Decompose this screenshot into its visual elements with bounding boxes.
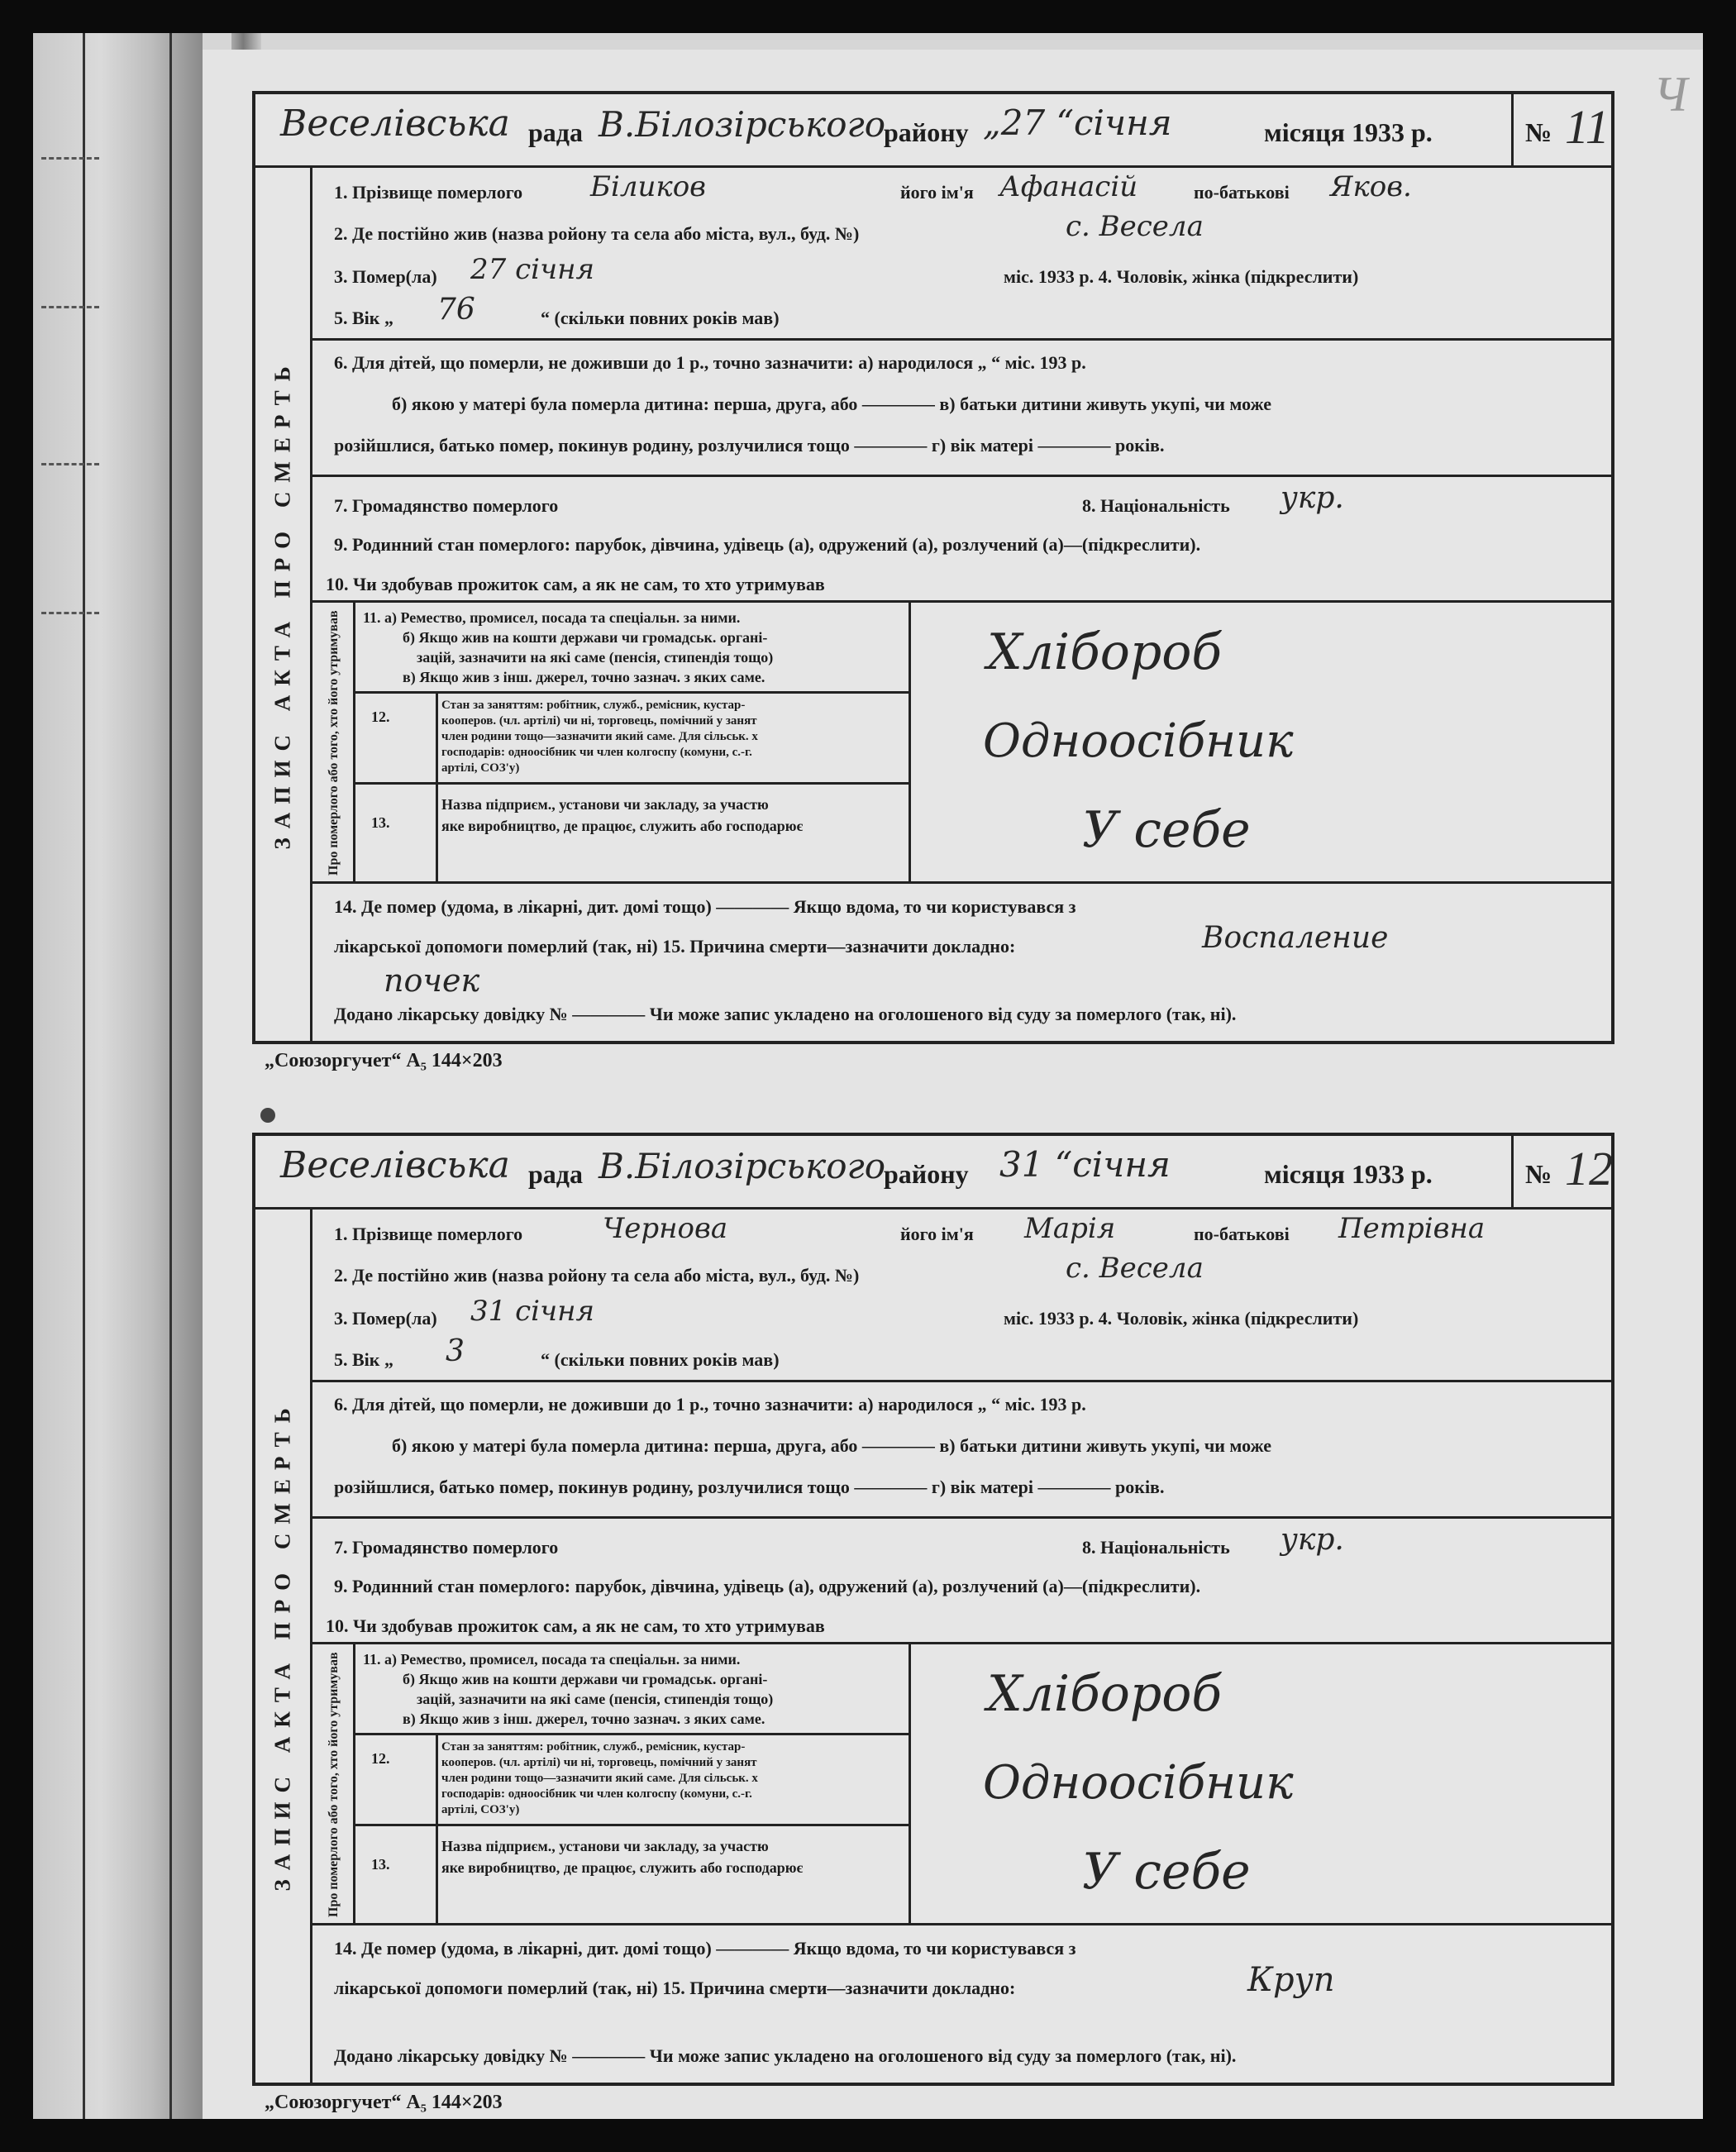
margin-dash (41, 157, 99, 160)
column-divider (436, 1733, 438, 1923)
field-2-label: 2. Де постійно жив (назва ройону та села або міста, вул., буд. №) (334, 223, 860, 244)
divider (353, 782, 909, 785)
field-12-line-2: кооперов. (чл. артілі) чи ні, торговець, помічний у занят (441, 714, 757, 728)
occupation-handwritten: Хлібороб (987, 1665, 1223, 1723)
field-12-line-4: господарів: одноосібник чи член колгоспу (комуни, с.-г. (441, 746, 752, 759)
printer-footer: „Союзоргучет“ А₅ 144×203 (265, 1050, 503, 1071)
binding-hole (260, 1108, 275, 1123)
workplace-handwritten: У себе (1082, 1843, 1251, 1901)
record-number-box (1511, 94, 1611, 165)
field-12-line-3: член родини тощо—зазначити який саме. Для сільськ. х (441, 730, 758, 743)
field-6-line-3: розійшлися, батько помер, покинув родину, розлучилися тощо ———— г) вік матері ———— років. (334, 435, 1165, 456)
death-record-form-2 (252, 1133, 1614, 2086)
status-handwritten: Одноосібник (983, 714, 1294, 768)
age-hint-label: “ (скільки повних років мав) (541, 308, 780, 328)
field-6-line-1: 6. Для дітей, що померли, не доживши до 1 р., точно зазначити: а) народилося „ “ міс. 193 р. (334, 352, 1086, 373)
month-year-label: місяця 1933 р. (1264, 1159, 1433, 1189)
field-13-line-2: яке виробництво, де працює, служить або господарює (441, 1859, 804, 1876)
council-label: рада (528, 117, 583, 147)
column-divider (909, 600, 911, 881)
bleed-through-mark: Ч (1653, 67, 1688, 122)
district-label: району (884, 1159, 969, 1189)
district-handwritten: В.Білозірського (599, 104, 886, 145)
form-header (255, 1136, 1611, 1210)
surname-handwritten: Біликов (590, 170, 706, 203)
age-handwritten: 3 (446, 1334, 465, 1368)
side-title-text: ЗАПИС АКТА ПРО СМЕРТЬ (269, 1398, 295, 1892)
field-11-line-1: 11. а) Ремество, промисел, посада та спеціальн. за ними. (363, 609, 741, 626)
status-handwritten: Одноосібник (983, 1756, 1294, 1810)
divider (310, 881, 1611, 884)
number-sign: № (1525, 117, 1552, 147)
name-handwritten: Марія (1024, 1212, 1116, 1245)
column-divider (436, 691, 438, 881)
field-7-label: 7. Громадянство померлого (334, 495, 559, 516)
field-1-label: 1. Прізвище померлого (334, 182, 523, 203)
field-13-number: 13. (371, 1856, 390, 1873)
death-date-handwritten: 27 січня (470, 253, 595, 286)
number-sign: № (1525, 1159, 1552, 1189)
field-6-line-2: б) якою у матері була померла дитина: перша, друга, або ———— в) батьки дитини живуть укупі, чи може (392, 394, 1271, 414)
field-attachment-line: Додано лікарську довідку № ———— Чи може запис укладено на оголошеного від суду за померлого (так, ні). (334, 2045, 1237, 2066)
field-6-line-3: розійшлися, батько помер, покинув родину, розлучилися тощо ———— г) вік матері ———— років. (334, 1477, 1165, 1497)
death-date-handwritten: 31 січня (470, 1295, 595, 1328)
field-14-15-line: лікарської допомоги померлий (так, ні) 15. Причина смерти—зазначити докладно: (334, 1978, 1016, 1998)
divider (310, 475, 1611, 477)
nationality-handwritten: укр. (1281, 481, 1344, 515)
field-9-label: 9. Родинний стан померлого: парубок, дівчина, удівець (а), одружений (а), розлучений (а)—(підкреслити). (334, 1576, 1201, 1596)
field-11-line-1: 11. а) Ремество, промисел, посада та спеціальн. за ними. (363, 1651, 741, 1668)
field-11-line-2: б) Якщо жив на кошти держави чи громадськ. органі- (403, 629, 768, 646)
margin-dash (41, 463, 99, 465)
about-deceased-vertical-label: Про померлого або того, хто його утримував (327, 610, 341, 876)
form-header (255, 94, 1611, 168)
field-12-line-2: кооперов. (чл. артілі) чи ні, торговець, помічний у занят (441, 1756, 757, 1769)
column-divider (353, 600, 355, 881)
patronymic-label: по-батькові (1194, 182, 1290, 203)
side-title-text: ЗАПИС АКТА ПРО СМЕРТЬ (269, 356, 295, 850)
about-deceased-vertical-label: Про померлого або того, хто його утримував (327, 1652, 341, 1917)
scanned-page (33, 33, 1703, 2119)
field-3-label: 3. Помер(ла) (334, 266, 437, 287)
council-label: рада (528, 1159, 583, 1189)
field-12-line-3: член родини тощо—зазначити який саме. Для сільськ. х (441, 1772, 758, 1785)
field-3-label: 3. Помер(ла) (334, 1308, 437, 1329)
margin-rule (83, 33, 85, 2119)
field-12-line-1: Стан за заняттям: робітник, служб., ремісник, кустар- (441, 1740, 746, 1754)
cause-handwritten: Воспаление (1202, 921, 1389, 955)
printer-footer: „Союзоргучет“ А₅ 144×203 (265, 2092, 503, 2113)
council-handwritten: Веселівська (280, 103, 510, 145)
occupation-handwritten: Хлібороб (987, 623, 1223, 681)
form-side-title (255, 1207, 312, 2083)
patronymic-label: по-батькові (1194, 1224, 1290, 1244)
residence-handwritten: с. Весела (1066, 1252, 1204, 1285)
divider (310, 1923, 1611, 1925)
field-8-label: 8. Національність (1082, 495, 1230, 516)
field-12-line-5: артілі, СОЗ'у) (441, 761, 520, 775)
field-11-line-4: в) Якщо жив з інш. джерел, точно зазнач. з яких саме. (403, 669, 765, 685)
divider (310, 1380, 1611, 1382)
field-attachment-line: Додано лікарську довідку № ———— Чи може запис укладено на оголошеного від суду за померлого (так, ні). (334, 1004, 1237, 1024)
column-divider (909, 1642, 911, 1923)
cause-handwritten-2: почек (384, 962, 480, 999)
district-label: району (884, 117, 969, 147)
field-2-label: 2. Де постійно жив (назва ройону та села або міста, вул., буд. №) (334, 1265, 860, 1286)
field-12-number: 12. (371, 709, 390, 725)
date-handwritten: „27 “січня (983, 103, 1172, 143)
field-3-4-label: міс. 1933 р. 4. Чоловік, жінка (підкреслити) (1004, 1308, 1359, 1329)
patronymic-handwritten: Яков. (1330, 170, 1412, 203)
field-10-label: 10. Чи здобував прожиток сам, а як не сам, то хто утримував (326, 574, 825, 594)
divider (353, 1824, 909, 1826)
date-handwritten: 31 “січня (999, 1144, 1171, 1185)
register-page (203, 50, 1703, 2119)
field-6-line-2: б) якою у матері була померла дитина: перша, друга, або ———— в) батьки дитини живуть укупі, чи може (392, 1435, 1271, 1456)
field-5-label: 5. Вік „ (334, 308, 393, 328)
field-11-line-4: в) Якщо жив з інш. джерел, точно зазнач. з яких саме. (403, 1711, 765, 1727)
council-handwritten: Веселівська (280, 1144, 510, 1186)
field-9-label: 9. Родинний стан померлого: парубок, дівчина, удівець (а), одружений (а), розлучений (а)—(підкреслити). (334, 534, 1201, 555)
age-hint-label: “ (скільки повних років мав) (541, 1349, 780, 1370)
field-12-line-4: господарів: одноосібник чи член колгоспу (комуни, с.-г. (441, 1787, 752, 1801)
divider (310, 600, 1611, 603)
field-10-label: 10. Чи здобував прожиток сам, а як не сам, то хто утримував (326, 1615, 825, 1636)
name-handwritten: Афанасій (999, 170, 1138, 203)
field-7-label: 7. Громадянство померлого (334, 1537, 559, 1558)
cause-handwritten: Круп (1247, 1961, 1335, 1999)
name-label: його ім'я (900, 182, 974, 203)
field-11-line-2: б) Якщо жив на кошти держави чи громадськ. органі- (403, 1671, 768, 1687)
field-13-line-2: яке виробництво, де працює, служить або господарює (441, 818, 804, 834)
record-number-box (1511, 1136, 1611, 1207)
field-8-label: 8. Національність (1082, 1537, 1230, 1558)
workplace-handwritten: У себе (1082, 801, 1251, 859)
field-13-number: 13. (371, 814, 390, 831)
patronymic-handwritten: Петрівна (1338, 1212, 1486, 1245)
margin-dash (41, 612, 99, 614)
field-13-line-1: Назва підприєм., установи чи закладу, за участю (441, 796, 769, 813)
margin-rule (169, 33, 172, 2119)
field-14-15-line: лікарської допомоги померлий (так, ні) 15. Причина смерти—зазначити докладно: (334, 936, 1016, 957)
field-3-4-label: міс. 1933 р. 4. Чоловік, жінка (підкреслити) (1004, 266, 1359, 287)
field-1-label: 1. Прізвище померлого (334, 1224, 523, 1244)
divider (310, 1516, 1611, 1519)
field-13-line-1: Назва підприєм., установи чи закладу, за участю (441, 1838, 769, 1854)
field-12-line-1: Стан за заняттям: робітник, служб., ремісник, кустар- (441, 699, 746, 712)
form-side-title (255, 165, 312, 1041)
field-11-line-3: зацій, зазначити на які саме (пенсія, стипендія тощо) (417, 1691, 774, 1707)
field-14-line-1: 14. Де помер (удома, в лікарні, дит. домі тощо) ———— Якщо вдома, то чи користувався з (334, 896, 1076, 917)
field-12-number: 12. (371, 1750, 390, 1767)
column-divider (353, 1642, 355, 1923)
residence-handwritten: с. Весела (1066, 210, 1204, 243)
field-11-line-3: зацій, зазначити на які саме (пенсія, стипендія тощо) (417, 649, 774, 666)
record-number: 12 (1565, 1142, 1613, 1195)
field-5-label: 5. Вік „ (334, 1349, 393, 1370)
field-6-line-1: 6. Для дітей, що померли, не доживши до 1 р., точно зазначити: а) народилося „ “ міс. 193 р. (334, 1394, 1086, 1415)
age-handwritten: 76 (437, 293, 475, 327)
surname-handwritten: Чернова (603, 1212, 728, 1245)
record-number: 11 (1565, 100, 1610, 154)
field-12-line-5: артілі, СОЗ'у) (441, 1803, 520, 1816)
name-label: його ім'я (900, 1224, 974, 1244)
field-14-line-1: 14. Де помер (удома, в лікарні, дит. домі тощо) ———— Якщо вдома, то чи користувався з (334, 1938, 1076, 1959)
margin-dash (41, 306, 99, 308)
district-handwritten: В.Білозірського (599, 1146, 886, 1186)
divider (310, 1642, 1611, 1644)
death-record-form-1 (252, 91, 1614, 1044)
previous-page-edge (33, 33, 203, 2119)
divider (310, 338, 1611, 341)
nationality-handwritten: укр. (1281, 1523, 1344, 1557)
month-year-label: місяця 1933 р. (1264, 117, 1433, 147)
